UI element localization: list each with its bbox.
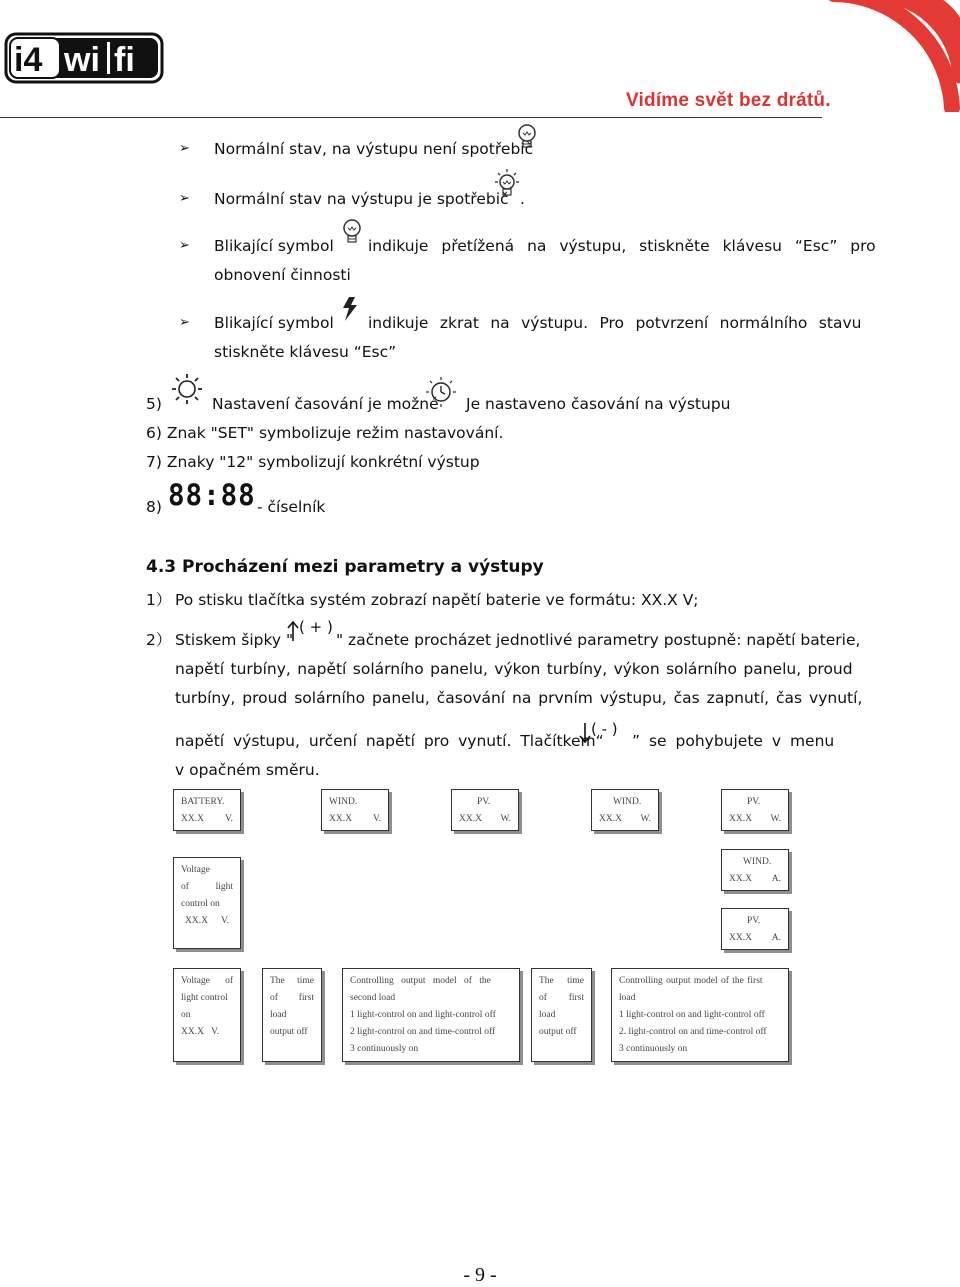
box-word: of	[225, 976, 233, 986]
diagram-box-first-load-time-off	[262, 968, 322, 1062]
tagline: Vidíme svět bez drátů.	[626, 90, 831, 111]
box-word: first	[568, 993, 584, 1003]
diagram-box-wind-power	[591, 789, 659, 831]
box-line: WIND.	[743, 857, 772, 867]
diagram-box-pv-power-2	[721, 789, 789, 831]
section-heading: 4.3 Procházení mezi parametry a výstupy	[146, 557, 544, 577]
box-word: The	[270, 976, 285, 986]
bullet-4-line-1: indikuje zkrat na výstupu. Pro potvrzení normálního stavu	[368, 314, 862, 332]
item-6-text: 6) Znak "SET" symbolizuje režim nastavování.	[146, 424, 504, 442]
box-line	[539, 973, 584, 990]
item-7-text: 7) Znaky "12" symbolizují konkrétní výstup	[146, 453, 480, 471]
diagram-box-wind-voltage	[321, 789, 389, 831]
box-option: 3 continuously on	[350, 1044, 419, 1054]
box-word: of	[270, 993, 278, 1003]
svg-text:fi: fi	[114, 41, 135, 79]
box-line: PV.	[747, 916, 761, 926]
para-2-line-3: turbíny, proud solárního panelu, časování na prvním výstupu, čas zapnutí, čas vynutí,	[175, 689, 863, 707]
bullet-2-period: .	[520, 190, 525, 208]
box-line	[270, 990, 314, 1007]
svg-text:i4: i4	[14, 41, 43, 79]
wifi-arcs-graphic	[820, 0, 960, 112]
minus-key-label: ( - )	[591, 720, 618, 738]
diagram-box-battery	[173, 789, 241, 831]
diagram-box-first-load-time-off-2	[531, 968, 592, 1062]
header-rule	[0, 117, 822, 118]
box-unit: V.	[220, 916, 229, 926]
box-line	[181, 913, 233, 930]
box-unit: V.	[372, 814, 381, 824]
box-value: XX.X	[729, 933, 752, 943]
item-5-text-b: Je nastaveno časování na výstupu	[466, 395, 731, 413]
plus-key-label: ( + )	[299, 618, 333, 636]
box-line	[181, 879, 233, 896]
bullet-arrow-icon: ➢	[179, 238, 190, 253]
box-line: load	[539, 1010, 556, 1020]
box-line: Voltage	[181, 865, 210, 875]
box-value: XX.X	[329, 814, 352, 824]
box-line: output off	[539, 1027, 577, 1037]
para-2-text-a: Stiskem šipky "	[175, 631, 294, 649]
item-5-number: 5)	[146, 395, 162, 413]
box-option: 1 light-control on and light-control off	[350, 1010, 496, 1020]
box-unit: A.	[771, 933, 781, 943]
box-line	[459, 811, 511, 828]
box-option: 2. light-control on and time-control off	[619, 1027, 767, 1037]
box-unit: W.	[640, 814, 651, 824]
box-line	[729, 930, 781, 947]
page-number: - 9 -	[463, 1264, 497, 1286]
para-2-line-4b: ” se pohybujete v menu	[632, 732, 835, 750]
diagram-box-second-load-mode	[342, 968, 520, 1062]
box-line	[329, 811, 381, 828]
box-line: on	[181, 1010, 191, 1020]
bullet-arrow-icon: ➢	[179, 141, 190, 156]
box-word: light	[215, 882, 233, 892]
box-value: XX.X	[181, 1027, 204, 1037]
bullet-1-text: Normální stav, na výstupu není spotřebič	[214, 140, 534, 158]
box-unit: A.	[771, 874, 781, 884]
box-line: PV.	[477, 797, 491, 807]
box-line	[539, 990, 584, 1007]
para-2-line-2: napětí turbíny, napětí solárního panelu, výkon turbíny, výkon solárního panelu, proud	[175, 660, 853, 678]
box-line: Controlling output model of the first	[619, 976, 763, 986]
box-unit: W.	[770, 814, 781, 824]
diagram-box-pv-power	[451, 789, 519, 831]
box-unit: W.	[500, 814, 511, 824]
diagram-box-light-control-voltage	[173, 857, 241, 949]
box-option: 3 continuously on	[619, 1044, 688, 1054]
short-circuit-lightning-icon	[340, 296, 360, 322]
timer-clock-icon	[424, 376, 458, 408]
box-line	[599, 811, 651, 828]
box-line: light control	[181, 993, 228, 1003]
box-line	[270, 973, 314, 990]
bullet-3-text	[368, 236, 876, 256]
seven-segment-display: 88:88	[168, 478, 256, 512]
box-word: of	[539, 993, 547, 1003]
box-line: WIND.	[613, 797, 642, 807]
box-line: Controlling output model of the	[350, 976, 491, 986]
box-word: of	[181, 882, 189, 892]
bulb-off-icon	[515, 122, 539, 152]
box-line: BATTERY.	[181, 797, 225, 807]
arrow-up-icon	[287, 620, 299, 642]
box-word: Voltage	[181, 976, 210, 986]
bullet-3-continued: obnovení činnosti	[214, 266, 351, 284]
diagram-box-pv-current	[721, 908, 789, 950]
box-line: load	[619, 993, 636, 1003]
bullet-arrow-icon: ➢	[179, 191, 190, 206]
para-2-text-b: " začnete procházet jednotlivé parametry postupně: napětí baterie,	[336, 631, 861, 649]
timer-setting-sun-icon	[168, 372, 206, 408]
box-value: XX.X	[599, 814, 622, 824]
box-line: second load	[350, 993, 396, 1003]
box-value: XX.X	[729, 814, 752, 824]
box-line	[181, 973, 233, 990]
box-line: PV.	[747, 797, 761, 807]
arrow-down-icon	[579, 722, 591, 744]
box-word: The	[539, 976, 554, 986]
box-word: first	[298, 993, 314, 1003]
para-2-line-5: v opačném směru.	[175, 761, 320, 779]
box-value: XX.X	[181, 814, 204, 824]
diagram-box-first-load-mode	[611, 968, 789, 1062]
box-value: XX.X	[459, 814, 482, 824]
box-line: load	[270, 1010, 287, 1020]
para-1-number: 1）	[146, 591, 172, 609]
svg-text:wi: wi	[64, 41, 100, 79]
bullet-arrow-icon: ➢	[179, 315, 190, 330]
box-line: output off	[270, 1027, 308, 1037]
item-8-number: 8)	[146, 498, 162, 516]
bullet-3-label: Blikající symbol	[214, 237, 334, 255]
box-line	[729, 871, 781, 888]
box-line: control on	[181, 899, 220, 909]
diagram-box-wind-current	[721, 849, 789, 891]
box-word: time	[297, 976, 314, 986]
i4wifi-logo	[4, 30, 164, 86]
box-option: 1 light-control on and light-control off	[619, 1010, 765, 1020]
box-line	[729, 811, 781, 828]
para-1-text: Po stisku tlačítka systém zobrazí napětí baterie ve formátu: XX.X V;	[175, 591, 699, 609]
box-value: XX.X	[185, 916, 208, 926]
box-unit: V.	[211, 1027, 220, 1037]
box-line	[181, 1024, 233, 1041]
bulb-on-icon	[491, 168, 523, 200]
box-word: time	[567, 976, 584, 986]
box-line: WIND.	[329, 797, 358, 807]
box-unit: V.	[224, 814, 233, 824]
bulb-blinking-icon	[340, 217, 364, 247]
box-option: 2 light-control on and time-control off	[350, 1027, 496, 1037]
para-2-line-4a: napětí výstupu, určení napětí pro vynutí. Tlačítkem“	[175, 732, 604, 750]
para-2-number: 2）	[146, 631, 172, 649]
bullet-4-continued: stiskněte klávesu “Esc”	[214, 343, 397, 361]
box-line	[181, 811, 233, 828]
bullet-2-text: Normální stav na výstupu je spotřebič	[214, 190, 509, 208]
bullet-4-label: Blikající symbol	[214, 314, 334, 332]
bullet-3-line-1: indikuje přetížená na výstupu, stiskněte klávesu “Esc” pro	[368, 237, 876, 255]
item-5-text-a: Nastavení časování je možné	[212, 395, 439, 413]
diagram-box-light-control-on-voltage	[173, 968, 241, 1062]
box-value: XX.X	[729, 874, 752, 884]
item-8-text: - číselník	[257, 498, 326, 516]
